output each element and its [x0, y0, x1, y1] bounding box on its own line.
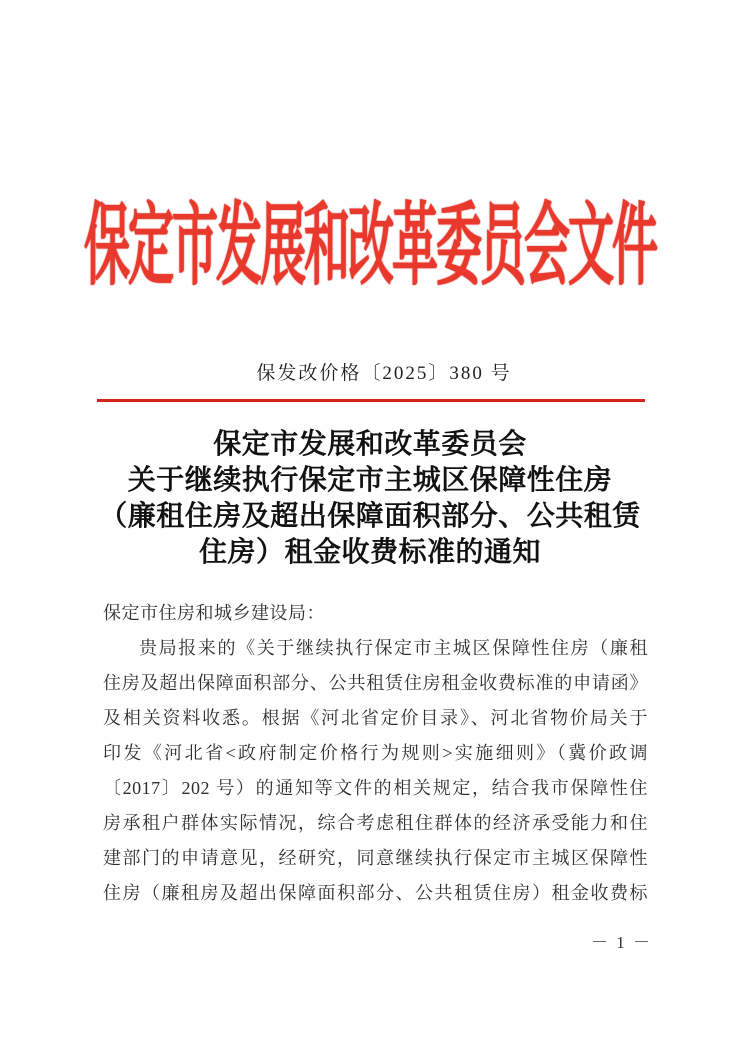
document-title — [0, 427, 740, 571]
body-line: 〔2017〕202 号）的通知等文件的相关规定，结合我市保障性住 — [103, 778, 648, 798]
document-title-line-2: 关于继续执行保定市主城区保障性住房 — [127, 465, 613, 496]
page-number: － 1 － — [591, 933, 652, 952]
body-line: 房承租户群体实际情况，综合考虑租住群体的经济承受能力和住 — [103, 813, 648, 833]
red-divider-rule — [97, 399, 645, 402]
body-line: 建部门的申请意见，经研究，同意继续执行保定市主城区保障性 — [103, 848, 648, 868]
salutation-line: 保定市住房和城乡建设局： — [103, 603, 325, 623]
document-number — [0, 358, 740, 385]
body-line: 贵局报来的《关于继续执行保定市主城区保障性住房（廉租 — [139, 638, 648, 658]
document-body — [103, 596, 648, 911]
body-line: 住房及超出保障面积部分、公共租赁住房租金收费标准的申请函》 — [103, 673, 648, 693]
document-number-text: 保发改价格〔2025〕380 号 — [256, 363, 512, 384]
agency-banner-text: 保定市发展和改革委员会文件 — [84, 196, 656, 296]
body-line: 及相关资料收悉。根据《河北省定价目录》、河北省物价局关于 — [103, 708, 648, 728]
agency-banner — [0, 196, 740, 296]
document-title-line-3: （廉租住房及超出保障面积部分、公共租赁 — [99, 501, 641, 532]
body-line: 住房（廉租房及超出保障面积部分、公共租赁住房）租金收费标 — [103, 883, 648, 903]
body-line: 印发《河北省<政府制定价格行为规则>实施细则》（冀价政调 — [103, 743, 648, 763]
document-title-line-4: 住房）租金收费标准的通知 — [198, 537, 541, 568]
document-title-line-1: 保定市发展和改革委员会 — [213, 429, 527, 460]
